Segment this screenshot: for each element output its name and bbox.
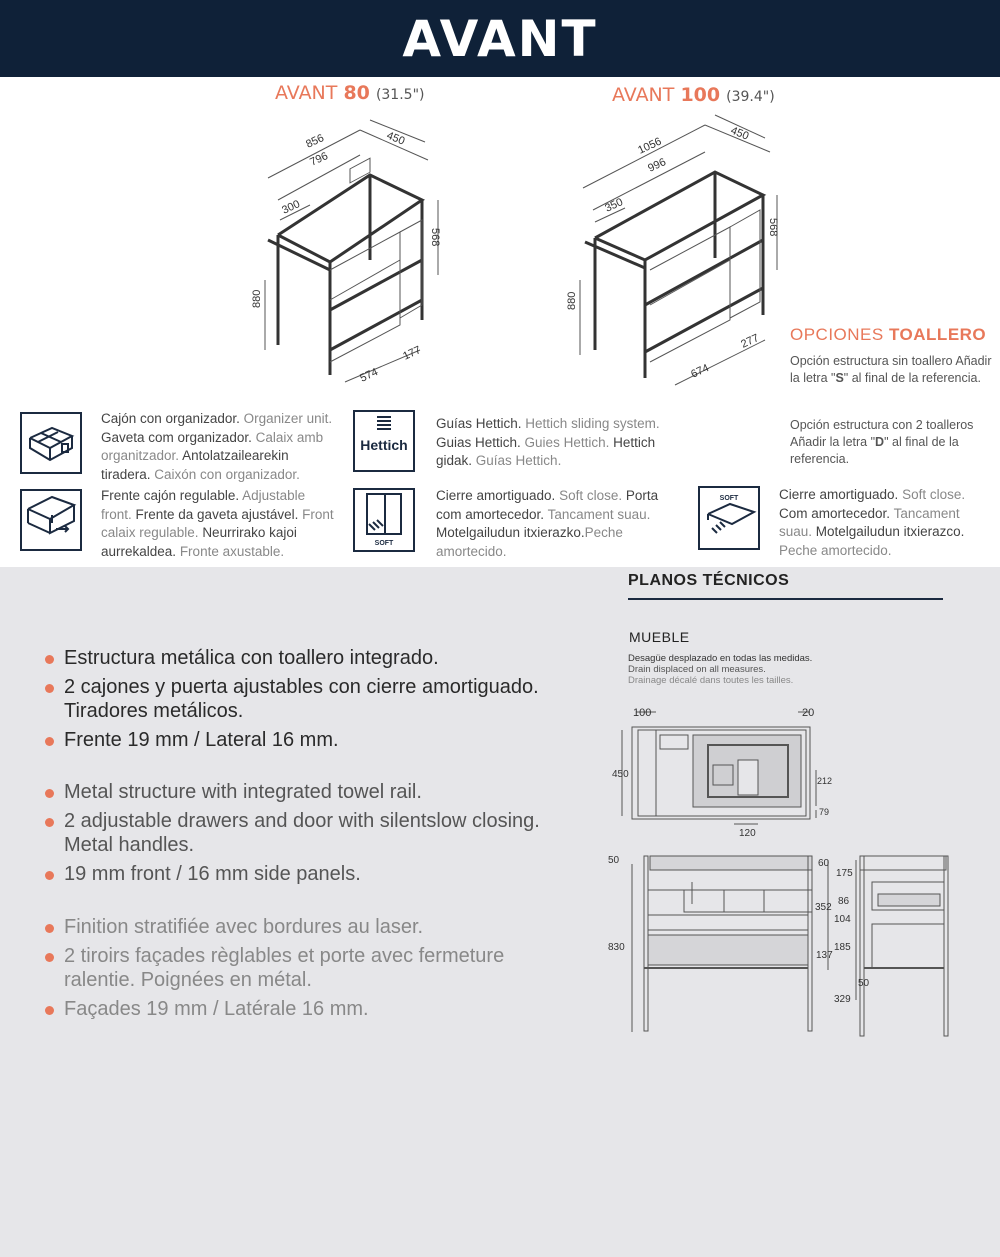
bullets-fr	[45, 915, 545, 1025]
dim-450: 450	[612, 769, 629, 780]
soft-close-door-icon	[353, 488, 415, 552]
dim-top: 568	[767, 218, 779, 237]
list-item: 2 tiroirs façades règlables et porte avec fermeture ralentie. Poignées en métal.	[45, 944, 545, 993]
feature-organizer-text: Cajón con organizador. Organizer unit. Gaveta com organizador. Calaix amb organitzador. Antolatzailearekin tiradera. Caixón con organizador.	[101, 411, 333, 482]
list-item: Façades 19 mm / Latérale 16 mm.	[45, 997, 545, 1022]
feature-soft-drawer-text: Cierre amortiguado. Soft close. Com amortecedor. Tancament suau. Motelgailudun itxierazco. Peche amortecido.	[779, 487, 966, 558]
svg-text:SOFT: SOFT	[374, 540, 394, 547]
feature-soft-door-text: Cierre amortiguado. Soft close. Porta com amortecedor. Tancament suau. Motelgailudun itxierazko.Peche amortecido.	[436, 488, 659, 559]
dim-sink: 300	[280, 198, 302, 217]
front-view-drawing	[604, 850, 844, 1040]
side-view-drawing	[832, 850, 950, 1040]
page-title: AVANT	[402, 10, 598, 68]
dim-120: 120	[739, 828, 756, 839]
feature-adjustable-text: Frente cajón regulable. Adjustable front. Frente da gaveta ajustável. Front calaix regulable. Neurrirako kajoi aurrekaldea. Fronte axustable.	[101, 488, 334, 559]
dim-leg: 674	[689, 362, 711, 381]
model-size: 80	[343, 82, 370, 104]
dim-width: 1056	[636, 135, 664, 157]
dim-100: 100	[633, 707, 652, 719]
dim-inner: 996	[646, 156, 668, 175]
list-item: Finition stratifiée avec bordures au laser.	[45, 915, 545, 940]
list-item: Metal structure with integrated towel rail.	[45, 780, 545, 805]
options-title: OPCIONES TOALLERO	[790, 325, 987, 344]
dim-sink: 350	[603, 196, 625, 215]
hettich-logo-icon	[353, 410, 415, 472]
bullets-es	[45, 646, 545, 756]
dim-20: 20	[802, 707, 815, 719]
soft-close-drawer-icon	[698, 486, 760, 550]
dim-50: 50	[608, 855, 620, 866]
dim-212: 212	[817, 776, 833, 786]
list-item: 2 adjustable drawers and door with silentslow closing. Metal handles.	[45, 809, 545, 858]
model-inches: (31.5")	[375, 87, 425, 103]
feature-hettich-text: Guías Hettich. Hettich sliding system. Guias Hettich. Guies Hettich. Hettich gidak. Guías Hettich.	[436, 416, 660, 468]
model-title-80	[275, 82, 424, 104]
dim-side: 177	[401, 344, 423, 363]
plan-view-drawing	[608, 702, 838, 840]
dim-width: 856	[304, 132, 326, 151]
option-s-text: Opción estructura sin toallero Añadir la letra "S" al final de la referencia.	[790, 354, 992, 385]
model-name: AVANT	[612, 84, 675, 106]
list-item: 19 mm front / 16 mm side panels.	[45, 862, 545, 887]
dim-79: 79	[819, 807, 830, 817]
dim-137: 137	[816, 950, 833, 961]
dim-leg: 574	[358, 366, 380, 385]
planos-divider	[628, 598, 943, 600]
dim-86: 86	[838, 896, 850, 907]
mueble-title: MUEBLE	[629, 629, 690, 645]
svg-text:SOFT: SOFT	[719, 495, 739, 502]
dim-50-side: 50	[858, 978, 870, 989]
dim-352: 352	[815, 902, 832, 913]
dim-830: 830	[608, 942, 625, 953]
dim-60: 60	[818, 858, 830, 869]
dim-height: 880	[566, 291, 578, 310]
header-bar	[0, 0, 1000, 77]
bullets-en	[45, 780, 545, 890]
list-item: Estructura metálica con toallero integrado.	[45, 646, 545, 671]
list-item: 2 cajones y puerta ajustables con cierre amortiguado. Tiradores metálicos.	[45, 675, 545, 724]
dim-height: 880	[251, 289, 263, 308]
dim-side: 277	[739, 332, 761, 351]
drain-note-en: Drain displaced on all measures.	[628, 664, 766, 675]
list-item: Frente 19 mm / Lateral 16 mm.	[45, 728, 545, 753]
model-inches: (39.4")	[726, 89, 775, 105]
dim-depth: 450	[728, 124, 751, 143]
model-size: 100	[680, 84, 721, 106]
dim-185: 185	[834, 942, 851, 953]
dim-depth: 450	[384, 129, 407, 148]
dim-inner: 796	[308, 150, 330, 169]
drain-note-es: Desagüe desplazado en todas las medidas.	[628, 653, 813, 664]
dim-329: 329	[834, 994, 851, 1005]
model-name: AVANT	[275, 82, 338, 104]
svg-text:Hettich: Hettich	[360, 437, 408, 453]
option-d-text: Opción estructura con 2 toalleros Añadir la letra "D" al final de la referencia.	[790, 418, 974, 466]
avant-80-drawing	[250, 110, 450, 390]
model-title-100	[612, 84, 775, 106]
organizer-drawer-icon	[20, 412, 82, 474]
adjustable-front-icon	[20, 489, 82, 551]
dim-175: 175	[836, 868, 853, 879]
drain-note-fr: Drainage décalé dans toutes les tailles.	[628, 675, 794, 686]
dim-top: 568	[429, 228, 441, 247]
planos-title: PLANOS TÉCNICOS	[628, 572, 790, 589]
dim-104: 104	[834, 914, 851, 925]
avant-100-drawing	[565, 110, 780, 390]
